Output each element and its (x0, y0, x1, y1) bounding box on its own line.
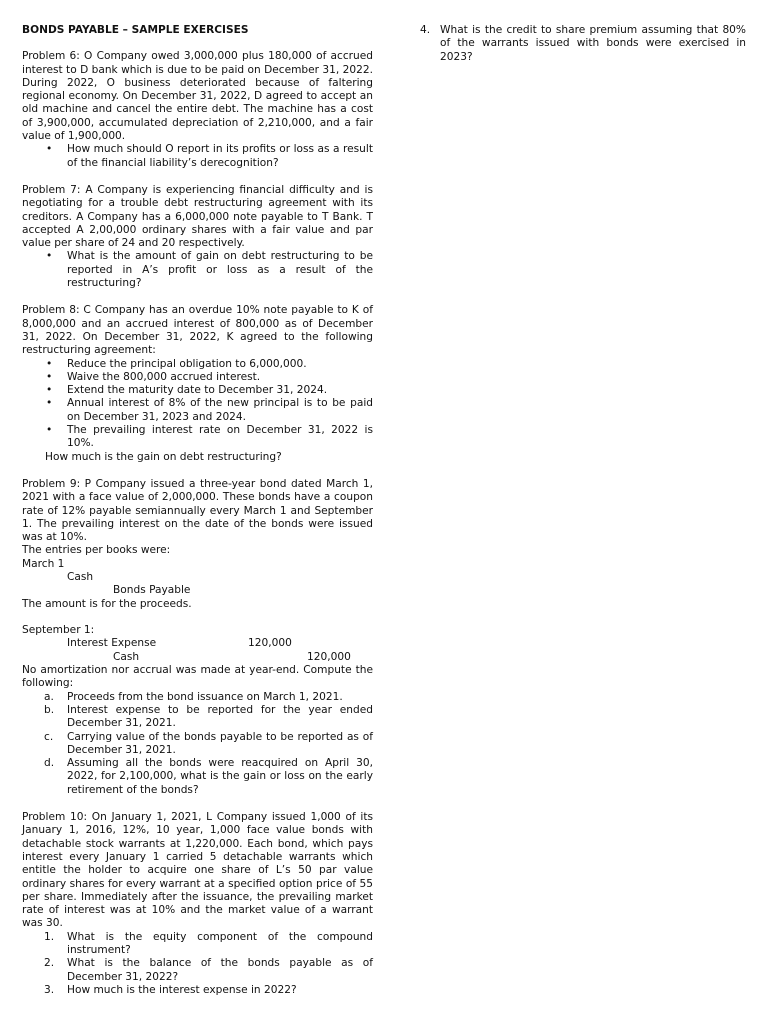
journal-march-credit (22, 584, 373, 597)
march-label: March 1 (22, 557, 65, 570)
item-text: How much is the interest expense in 2022? (67, 983, 297, 996)
march-credit-account: Bonds Payable (113, 584, 191, 597)
problem-7-question: • What is the amount of gain on debt restructuring to be reported in A’s profit or loss as a result of the restructuring? (22, 250, 373, 290)
item-marker: a. (44, 690, 54, 703)
item-marker: b. (44, 703, 55, 716)
journal-march-label (22, 558, 373, 571)
problem-8-term: • Extend the maturity date to December 31, 2024. (22, 384, 373, 397)
problem-7-questions (22, 250, 373, 290)
left-column (22, 24, 373, 1011)
item-marker: 4. (420, 24, 431, 36)
journal-sept-credit (22, 651, 373, 664)
problem-8 (22, 304, 373, 464)
item-text: Carrying value of the bonds payable to be reported as of December 31, 2021. (67, 730, 373, 756)
journal-march-debit (22, 571, 373, 584)
problem-9-item (22, 704, 373, 731)
problem-10-item (420, 24, 746, 64)
problem-9-items (22, 691, 373, 797)
item-text: Assuming all the bonds were reacquired on April 30, 2022, for 2,100,000, what is the gain or loss on the early retirement of the bonds? (67, 757, 373, 796)
problem-8-term: • Annual interest of 8% of the new principal is to be paid on December 31, 2023 and 2024. (22, 397, 373, 424)
sept-debit-amount: 120,000 (248, 637, 292, 650)
item-text: Proceeds from the bond issuance on March 1, 2021. (67, 690, 343, 703)
problem-9-item (22, 731, 373, 758)
journal-sept-debit (22, 637, 373, 650)
problem-9-item (22, 691, 373, 704)
item-marker: c. (44, 730, 54, 743)
item-text: What is the balance of the bonds payable as of December 31, 2022? (67, 957, 373, 983)
sept-label: September 1: (22, 624, 95, 637)
problem-8-term: • Waive the 800,000 accrued interest. (22, 371, 373, 384)
problem-6-question: • How much should O report in its profits or loss as a result of the financial liability’s derecognition? (22, 143, 373, 170)
problem-6-questions (22, 143, 373, 170)
problem-8-term: • Reduce the principal obligation to 6,000,000. (22, 358, 373, 371)
entries-intro: The entries per books were: (22, 544, 171, 557)
page-title: BONDS PAYABLE – SAMPLE EXERCISES (22, 24, 249, 36)
problem-10 (22, 811, 373, 997)
problem-6 (22, 50, 373, 170)
right-column (420, 24, 746, 64)
problem-7-text: Problem 7: A Company is experiencing financial difficulty and is negotiating for a trouble debt restructuring agreement with its creditors. A Company has a 6,000,000 note payable to T Bank. T accepted A 2,00,000 ordinary shares with a fair value and par value per share of 24 and 20 respectively. (22, 183, 373, 250)
problem-10-items (22, 931, 373, 997)
item-text: Interest expense to be reported for the year ended December 31, 2021. (67, 703, 373, 730)
problem-9-compute: No amortization nor accrual was made at year-end. Compute the following: (22, 664, 373, 690)
proceeds-note: The amount is for the proceeds. (22, 597, 192, 610)
problem-9 (22, 478, 373, 797)
item-marker: d. (44, 757, 55, 770)
march-debit-account: Cash (67, 570, 94, 583)
problem-8-term: • The prevailing interest rate on December 31, 2022 is 10%. (22, 424, 373, 451)
problem-8-terms (22, 358, 373, 451)
item-marker: 2. (44, 957, 55, 970)
problem-10-item (22, 957, 373, 984)
problem-10-text: Problem 10: On January 1, 2021, L Company issued 1,000 of its January 1, 2016, 12%, 10 year, 1,000 face value bonds with detachable stock warrants at 1,220,000. Each bond, which pays interest every January 1 carried 5 detachable warrants which entitle the holder to acquire one share of L’s 50 par value ordinary shares for every warrant at a specified option price of 55 per share. Immediately after the issuance, the prevailing market rate of interest was at 10% and the market value of a warrant was 30. (22, 811, 373, 930)
problem-8-question: How much is the gain on debt restructuring? (45, 450, 282, 463)
problem-6-text: Problem 6: O Company owed 3,000,000 plus 180,000 of accrued interest to D bank which is due to be paid on December 31, 2022. During 2022, O business deteriorated because of faltering regional economy. On December 31, 2022, D agreed to accept an old machine and cancel the entire debt. The machine has a cost of 3,900,000, accumulated depreciation of 2,210,000, and a fair value of 1,900,000. (22, 50, 373, 143)
item-text: What is the credit to share premium assuming that 80% of the warrants issued with bonds were exercised in 2023? (440, 24, 746, 63)
item-text: What is the equity component of the compound instrument? (67, 930, 373, 956)
problem-9-item (22, 757, 373, 797)
journal-sept-label (22, 624, 373, 637)
sept-credit-amount: 120,000 (307, 650, 351, 663)
spacer (22, 611, 373, 624)
problem-10-item (22, 931, 373, 958)
item-marker: 3. (44, 983, 55, 996)
problem-8-text: Problem 8: C Company has an overdue 10% note payable to K of 8,000,000 and an accrued interest of 800,000 as of December 31, 2022. On December 31, 2022, K agreed to the following restructuring agreement: (22, 304, 373, 357)
sept-debit-account: Interest Expense (67, 637, 157, 650)
problem-9-text: Problem 9: P Company issued a three-year bond dated March 1, 2021 with a face value of 2,000,000. These bonds have a coupon rate of 12% payable semiannually every March 1 and September 1. The prevailing interest on the date of the bonds were issued was at 10%. (22, 477, 373, 544)
problem-10-item (22, 984, 373, 997)
sept-credit-account: Cash (113, 650, 140, 663)
problem-7 (22, 184, 373, 290)
item-marker: 1. (44, 930, 55, 943)
